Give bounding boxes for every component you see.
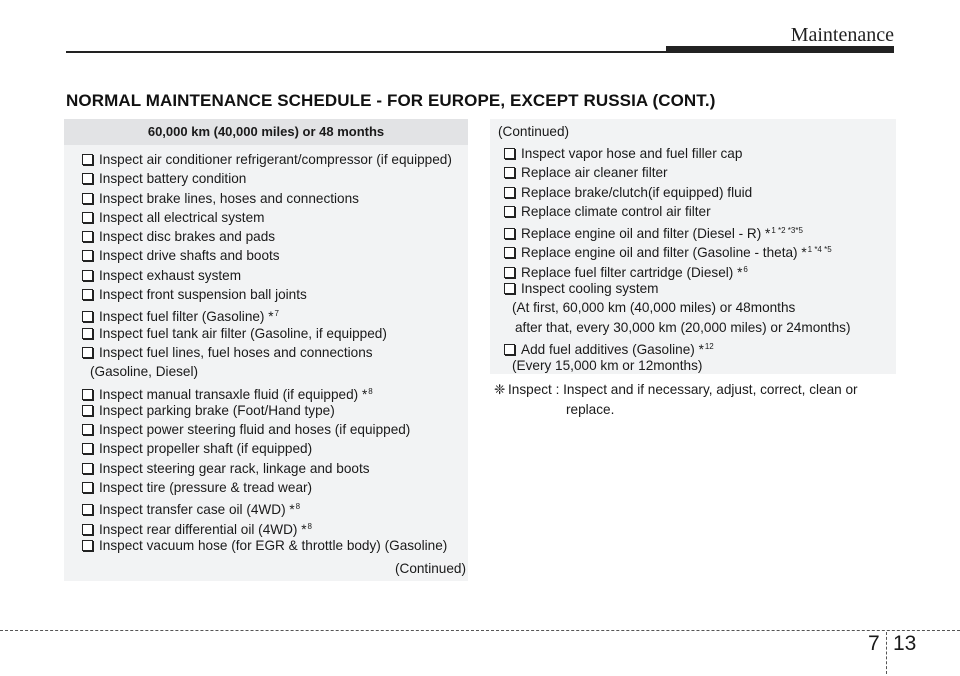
checkbox-icon: [82, 289, 93, 300]
left-item-text: Inspect tire (pressure & tread wear): [99, 480, 313, 496]
left-item: [82, 227, 452, 246]
footnote-ref: 8: [368, 386, 373, 396]
left-item-continuation: (Gasoline, Diesel): [90, 364, 199, 380]
checkbox-icon: [82, 524, 93, 535]
right-schedule-panel: [490, 119, 896, 374]
checkbox-icon: [504, 228, 515, 239]
right-item: [504, 183, 850, 202]
continued-heading: (Continued): [498, 124, 570, 139]
checkbox-icon: [82, 193, 93, 204]
right-item-text: Replace air cleaner filter: [521, 165, 668, 181]
right-item: [504, 260, 850, 279]
right-item-continuation: (Every 15,000 km or 12months): [512, 358, 703, 374]
left-item-text: Inspect manual transaxle fluid (if equipped) *: [99, 386, 368, 402]
right-item-text: Replace brake/clutch(if equipped) fluid: [521, 184, 753, 200]
note-line-1: Inspect : Inspect and if necessary, adjust, correct, clean or: [508, 382, 858, 397]
note-line-2: replace.: [566, 402, 615, 417]
left-item-text: Inspect front suspension ball joints: [99, 287, 307, 303]
note-symbol-icon: ❈: [494, 382, 506, 397]
checkbox-icon: [504, 187, 515, 198]
page-title: NORMAL MAINTENANCE SCHEDULE - FOR EUROPE, EXCEPT RUSSIA (CONT.): [66, 91, 716, 110]
left-item-text: Inspect propeller shaft (if equipped): [99, 441, 313, 457]
section-title: Maintenance: [790, 24, 894, 46]
checkbox-icon: [504, 206, 515, 217]
left-item-text: Inspect power steering fluid and hoses (if equipped): [99, 422, 411, 438]
left-item-text: Inspect air conditioner refrigerant/compressor (if equipped): [99, 152, 452, 167]
checkbox-icon: [504, 247, 515, 258]
checkbox-icon: [504, 344, 515, 355]
footnote-ref: 6: [743, 264, 748, 274]
left-item: [82, 285, 452, 304]
continued-label: (Continued): [394, 561, 466, 576]
page-number: 13: [893, 632, 917, 655]
left-item: [82, 343, 452, 362]
right-item-text: Add fuel additives (Gasoline) *: [521, 341, 704, 357]
checkbox-icon: [82, 504, 93, 515]
right-item: [504, 337, 850, 356]
inspect-note: [494, 380, 894, 420]
checkbox-icon: [82, 463, 93, 474]
left-item-text: Inspect parking brake (Foot/Hand type): [99, 402, 335, 418]
right-item-text: Replace fuel filter cartridge (Diesel) *: [521, 264, 743, 280]
left-item: [82, 478, 452, 497]
left-item: [82, 324, 452, 343]
left-item-text: Inspect fuel filter (Gasoline) *: [99, 309, 274, 325]
left-item: [82, 150, 452, 169]
checkbox-icon: [504, 267, 515, 278]
left-item: [82, 517, 452, 536]
checkbox-icon: [82, 540, 93, 551]
checkbox-icon: [82, 311, 93, 322]
left-item-list: [82, 150, 452, 555]
page-number-divider: [886, 632, 887, 674]
left-item-text: Inspect all electrical system: [99, 209, 265, 225]
left-item: [82, 401, 452, 420]
checkbox-icon: [82, 231, 93, 242]
right-item-text: Inspect cooling system: [521, 281, 659, 297]
left-item: [82, 189, 452, 208]
chapter-number: 7: [868, 632, 880, 655]
left-schedule-panel: [64, 119, 468, 581]
right-item: [504, 202, 850, 221]
checkbox-icon: [82, 270, 93, 281]
checkbox-icon: [82, 154, 93, 165]
left-item-text: Inspect brake lines, hoses and connections: [99, 190, 359, 206]
left-item: [82, 459, 452, 478]
left-item-text: Inspect steering gear rack, linkage and boots: [99, 460, 370, 476]
right-item-text: Replace climate control air filter: [521, 203, 711, 219]
checkbox-icon: [504, 167, 515, 178]
left-item-text: Inspect fuel tank air filter (Gasoline, if equipped): [99, 325, 387, 341]
footnote-ref: 7: [274, 309, 279, 319]
right-item: [504, 240, 850, 259]
left-item: [82, 208, 452, 227]
left-item: [82, 169, 452, 188]
left-item-text: Inspect fuel lines, fuel hoses and connections: [99, 344, 373, 360]
left-item: [82, 497, 452, 516]
checkbox-icon: [82, 443, 93, 454]
checkbox-icon: [82, 173, 93, 184]
right-item-text: Replace engine oil and filter (Gasoline - theta) *: [521, 245, 807, 261]
left-item-text: Inspect battery condition: [99, 171, 247, 187]
left-item: [82, 382, 452, 401]
left-item-text: Inspect vacuum hose (for EGR & throttle body) (Gasoline): [99, 537, 448, 553]
header-bar: [666, 46, 894, 53]
checkbox-icon: [504, 283, 515, 294]
left-item: [82, 439, 452, 458]
checkbox-icon: [82, 424, 93, 435]
checkbox-icon: [82, 347, 93, 358]
left-item-text: Inspect transfer case oil (4WD) *: [99, 502, 295, 518]
checkbox-icon: [82, 328, 93, 339]
left-item: [82, 536, 452, 555]
footer-rule: [0, 630, 960, 631]
right-item-text: Replace engine oil and filter (Diesel - R) *: [521, 226, 771, 242]
right-item: [504, 221, 850, 240]
right-item-continuation: after that, every 30,000 km (20,000 miles) or 24months): [515, 319, 851, 335]
footnote-ref: 1 *2 *3*5: [771, 226, 803, 236]
left-item-text: Inspect drive shafts and boots: [99, 248, 280, 264]
left-item-text: Inspect rear differential oil (4WD) *: [99, 521, 307, 537]
right-item: [504, 163, 850, 182]
right-item-text: Inspect vapor hose and fuel filler cap: [521, 146, 743, 161]
footnote-ref: 12: [704, 341, 714, 351]
right-item-continuation: (At first, 60,000 km (40,000 miles) or 48months: [512, 300, 796, 316]
checkbox-icon: [504, 148, 515, 159]
left-item: [82, 266, 452, 285]
left-item: [82, 246, 452, 265]
footnote-ref: 8: [307, 521, 312, 531]
checkbox-icon: [82, 250, 93, 261]
checkbox-icon: [82, 389, 93, 400]
checkbox-icon: [82, 212, 93, 223]
left-item-text: Inspect exhaust system: [99, 267, 242, 283]
checkbox-icon: [82, 405, 93, 416]
right-item-list: [504, 144, 850, 376]
footnote-ref: 1 *4 *5: [807, 245, 832, 255]
right-item: [504, 279, 850, 298]
interval-heading: 60,000 km (40,000 miles) or 48 months: [64, 119, 468, 145]
left-item: [82, 304, 452, 323]
right-item: [504, 144, 850, 163]
footnote-ref: 8: [295, 502, 301, 512]
checkbox-icon: [82, 482, 93, 493]
left-item: [82, 420, 452, 439]
left-item-text: Inspect disc brakes and pads: [99, 229, 276, 245]
header-rule: [66, 51, 666, 53]
